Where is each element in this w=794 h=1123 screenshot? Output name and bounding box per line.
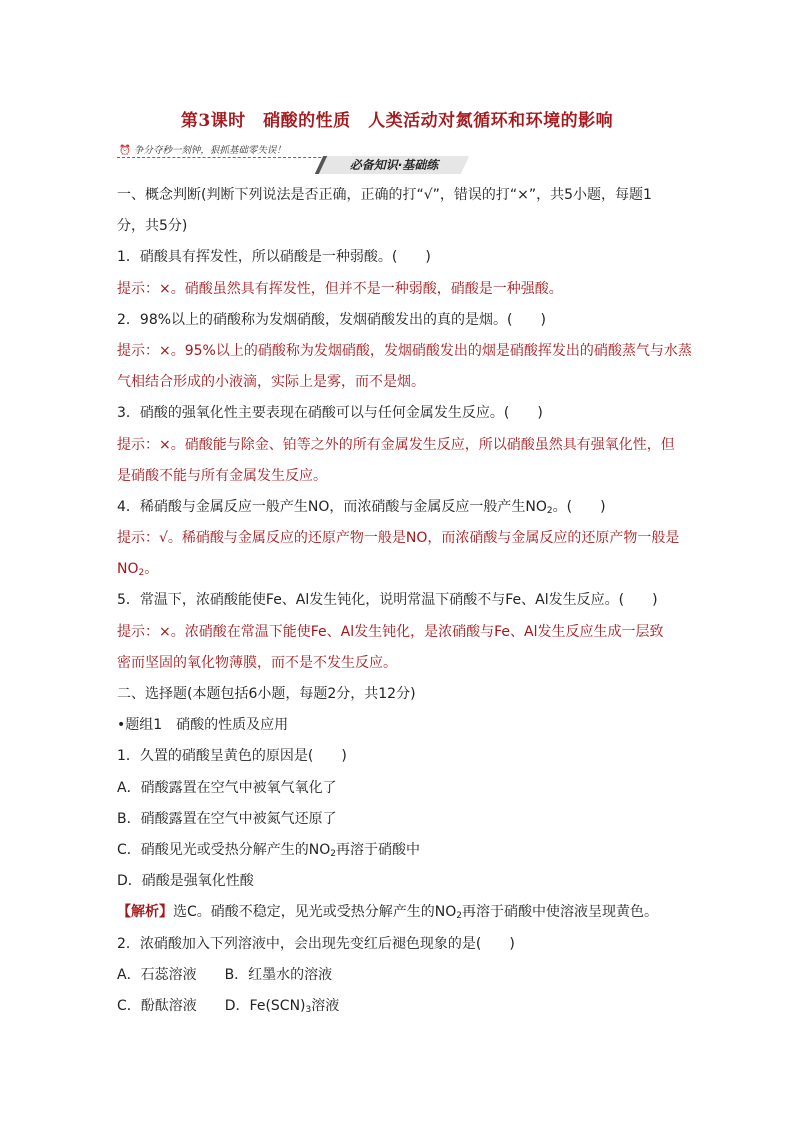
options-a-b: A．石蕊溶液 B．红墨水的溶液	[117, 966, 333, 983]
content-body	[117, 180, 697, 1022]
lesson-title: 第3课时 硝酸的性质 人类活动对氮循环和环境的影响	[180, 111, 614, 131]
hint-2-cont: 气相结合形成的小液滴，实际上是雾，而不是烟。	[117, 374, 425, 391]
analysis-label: 【解析】	[117, 904, 173, 921]
motto-text: ⏰ 争分夺秒一刻钟，狠抓基础零失误！	[119, 145, 286, 156]
question-3: 3．硝酸的强氧化性主要表现在硝酸可以与任何金属发生反应。( )	[117, 405, 543, 422]
choice-question-2: 2．浓硝酸加入下列溶液中，会出现先变红后褪色现象的是( )	[117, 935, 515, 952]
options-c-d: C．酚酞溶液 D．$Fe(SCN)_3$溶液	[117, 997, 340, 1015]
hint-5: 提示：×。浓硝酸在常温下能使Fe、Al发生钝化，是浓硝酸与Fe、Al发生反应生成一层致	[117, 623, 664, 640]
option-b: B．硝酸露置在空气中被氮气还原了	[117, 810, 337, 827]
hint-3: 提示：×。硝酸能与除金、铂等之外的所有金属发生反应，所以硝酸虽然具有强氧化性，但	[117, 436, 675, 453]
section-banner	[117, 138, 597, 174]
section-tag: 必备知识·基础练	[315, 156, 469, 174]
option-a: A．硝酸露置在空气中被氧气氧化了	[117, 779, 337, 796]
hint-4: 提示：√。稀硝酸与金属反应的还原产物一般是NO，而浓硝酸与金属反应的还原产物一般是	[117, 530, 680, 547]
question-2: 2．98%以上的硝酸称为发烟硝酸，发烟硝酸发出的真的是烟。( )	[117, 311, 546, 328]
alarm-clock-icon: ⏰	[119, 145, 131, 156]
group-heading: •题组1 硝酸的性质及应用	[117, 717, 289, 734]
hint-2: 提示：×。95%以上的硝酸称为发烟硝酸，发烟硝酸发出的烟是硝酸挥发出的硝酸蒸气与水蒸	[117, 342, 692, 359]
hint-5-cont: 密而坚固的氧化物薄膜，而不是不发生反应。	[117, 654, 397, 671]
text-line: 分，共5分)	[117, 218, 188, 235]
hint-3-cont: 是硝酸不能与所有金属发生反应。	[117, 467, 327, 484]
hint-4-cont: $NO_2$。	[117, 561, 159, 579]
section-heading-choice: 二、选择题(本题包括6小题，每题2分，共12分)	[117, 686, 416, 702]
choice-question-1: 1．久置的硝酸呈黄色的原因是( )	[117, 748, 347, 765]
section-heading-judgement: 一、概念判断(判断下列说法是否正确，正确的打“√”，错误的打“×”，共5小题，每题1	[117, 187, 652, 203]
analysis-1: 【解析】选C。硝酸不稳定，见光或受热分解产生的$NO_2$再溶于硝酸中使溶液呈现黄色。	[117, 904, 659, 922]
option-d: D．硝酸是强氧化性酸	[117, 873, 254, 890]
hint-1: 提示：×。硝酸虽然具有挥发性，但并不是一种弱酸，硝酸是一种强酸。	[117, 280, 563, 297]
option-c: C．硝酸见光或受热分解产生的$NO_2$再溶于硝酸中	[117, 841, 421, 859]
question-5: 5．常温下，浓硝酸能使Fe、Al发生钝化，说明常温下硝酸不与Fe、Al发生反应。( )	[117, 592, 658, 609]
question-4: 4．稀硝酸与金属反应一般产生NO，而浓硝酸与金属反应一般产生$NO_2$。( )	[117, 498, 606, 516]
question-1: 1．硝酸具有挥发性，所以硝酸是一种弱酸。( )	[117, 249, 431, 266]
